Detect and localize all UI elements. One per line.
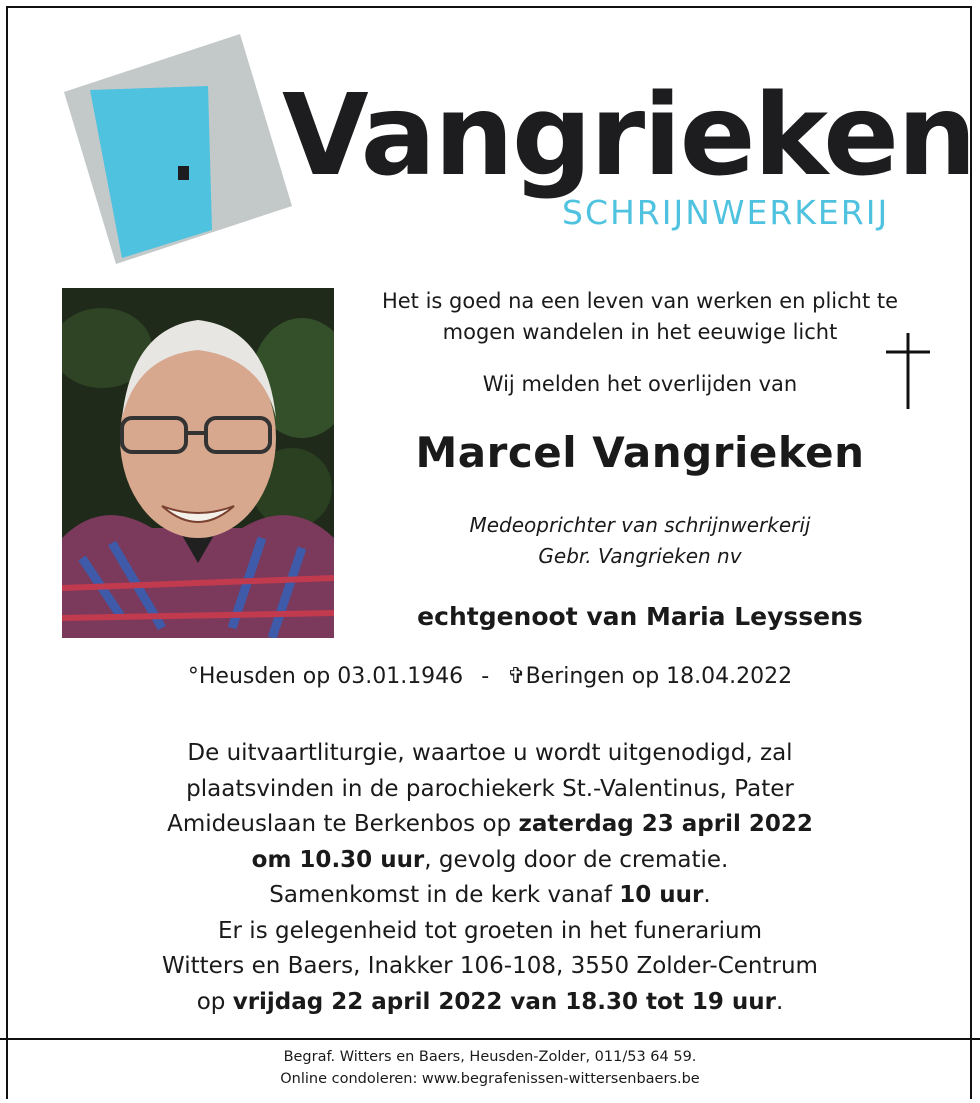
portrait-photo bbox=[62, 288, 334, 638]
funeral-line bbox=[0, 807, 980, 843]
door-logo-icon bbox=[58, 20, 298, 270]
brand-name: Vangrieken bbox=[282, 71, 975, 201]
verse-line-1: Het is goed na een leven van werken en plicht te bbox=[381, 289, 899, 313]
funeral-line: plaatsvinden in de parochiekerk St.-Valentinus, Pater bbox=[186, 775, 794, 802]
date-separator: - bbox=[481, 664, 490, 689]
life-dates bbox=[0, 664, 980, 689]
footer-condolence-link[interactable]: Online condoleren: www.begrafenissen-wittersenbaers.be bbox=[280, 1071, 700, 1087]
role-line-2: Gebr. Vangrieken nv bbox=[538, 544, 742, 568]
funeral-line: De uitvaartliturgie, waartoe u wordt uitgenodigd, zal bbox=[187, 740, 793, 766]
spouse: echtgenoot van Maria Leyssens bbox=[417, 602, 863, 631]
funeral-text: op bbox=[196, 988, 233, 1015]
funeral-line bbox=[0, 843, 980, 879]
announcement: Wij melden het overlijden van bbox=[482, 372, 798, 396]
funeral-details bbox=[0, 736, 980, 1020]
funeral-line: Witters en Baers, Inakker 106-108, 3550 Zolder-Centrum bbox=[162, 953, 818, 979]
funeral-text: Samenkomst in de kerk vanaf bbox=[269, 882, 620, 908]
visitation-time: vrijdag 22 april 2022 van 18.30 tot 19 uur bbox=[232, 988, 776, 1015]
funeral-line bbox=[0, 985, 980, 1021]
cross-icon bbox=[886, 333, 930, 409]
footer-undertaker: Begraf. Witters en Baers, Heusden-Zolder, 011/53 64 59. bbox=[283, 1049, 697, 1065]
funeral-date: zaterdag 23 april 2022 bbox=[518, 811, 813, 837]
funeral-text: , gevolg door de crematie. bbox=[424, 846, 729, 873]
deceased-role bbox=[355, 510, 925, 572]
verse bbox=[355, 286, 925, 348]
deceased-name: Marcel Vangrieken bbox=[415, 428, 865, 477]
funeral-line bbox=[0, 878, 980, 914]
death-date: ✞Beringen op 18.04.2022 bbox=[507, 664, 793, 689]
gathering-time: 10 uur bbox=[619, 882, 704, 908]
funeral-line: Er is gelegenheid tot groeten in het funerarium bbox=[218, 917, 762, 944]
brand-subtitle: SCHRIJNWERKERIJ bbox=[562, 193, 890, 232]
funeral-text: . bbox=[775, 988, 784, 1015]
footer bbox=[0, 1046, 980, 1090]
funeral-time: om 10.30 uur bbox=[251, 846, 425, 873]
verse-line-2: mogen wandelen in het eeuwige licht bbox=[442, 320, 838, 344]
funeral-text: Amideuslaan te Berkenbos op bbox=[167, 811, 519, 837]
role-line-1: Medeoprichter van schrijnwerkerij bbox=[469, 513, 811, 537]
footer-divider bbox=[0, 1038, 980, 1040]
birth-date: °Heusden op 03.01.1946 bbox=[187, 664, 464, 689]
funeral-text: . bbox=[703, 882, 711, 908]
